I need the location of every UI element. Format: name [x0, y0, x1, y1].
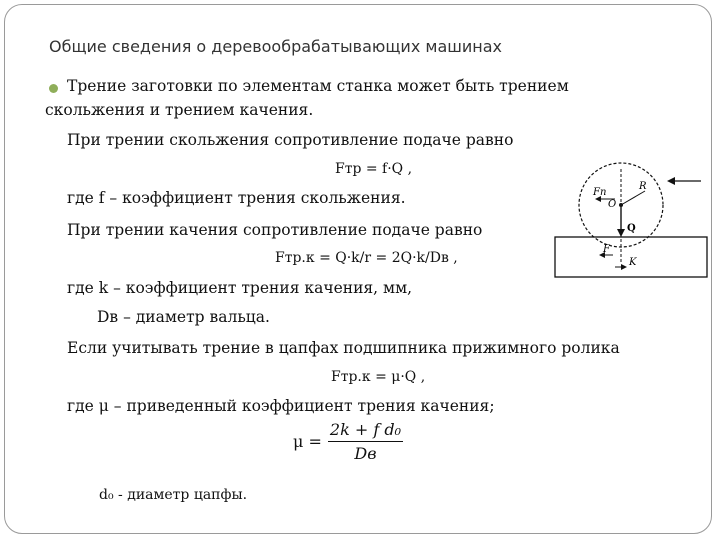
force-arrow-head: [667, 177, 675, 185]
label-fn: Fп: [593, 187, 607, 198]
formula-bearing: Fтр.к = μ·Q ,: [331, 369, 426, 385]
label-k: K: [629, 257, 637, 268]
mu-denominator: Dв: [354, 444, 377, 463]
mu-lhs: μ =: [293, 432, 322, 451]
label-q: Q: [627, 223, 636, 234]
radius-line: [621, 191, 645, 205]
journal-diameter-text: d₀ - диаметр цапфы.: [99, 487, 248, 503]
reduced-coefficient-text: где μ – приведенный коэффициент трения качения;: [67, 397, 495, 415]
q-arrow-head: [617, 229, 625, 237]
sliding-coefficient-text: где f – коэффициент трения скольжения.: [67, 189, 406, 207]
rolling-coefficient-text: где k – коэффициент трения качения, мм,: [67, 279, 413, 297]
bullet-text-line2: скольжения и трением качения.: [45, 101, 314, 119]
formula-rolling: Fтр.к = Q·k/r = 2Q·k/Dв ,: [275, 250, 458, 266]
mu-numerator: 2k + f d₀: [328, 420, 403, 442]
slide-title: Общие сведения о деревообрабатывающих машинах: [49, 37, 503, 56]
formula-sliding: Fтр = f·Q ,: [335, 161, 413, 177]
bearing-friction-text: Если учитывать трение в цапфах подшипника прижимного ролика: [67, 339, 620, 357]
label-f: F: [603, 244, 610, 255]
roller-diagram: [553, 155, 713, 280]
sliding-friction-text: При трении скольжения сопротивление подаче равно: [67, 131, 514, 149]
k-arrow-head: [621, 264, 627, 270]
bullet-text-line1: Трение заготовки по элементам станка может быть трением: [67, 77, 569, 95]
label-o: O: [608, 199, 617, 210]
slide-frame: [4, 4, 712, 534]
bullet-icon: [49, 84, 58, 93]
rolling-friction-text: При трении качения сопротивление подаче равно: [67, 221, 483, 239]
roller-diameter-text: Dв – диаметр вальца.: [97, 308, 270, 326]
label-r: R: [639, 181, 647, 192]
mu-formula: [293, 420, 403, 463]
